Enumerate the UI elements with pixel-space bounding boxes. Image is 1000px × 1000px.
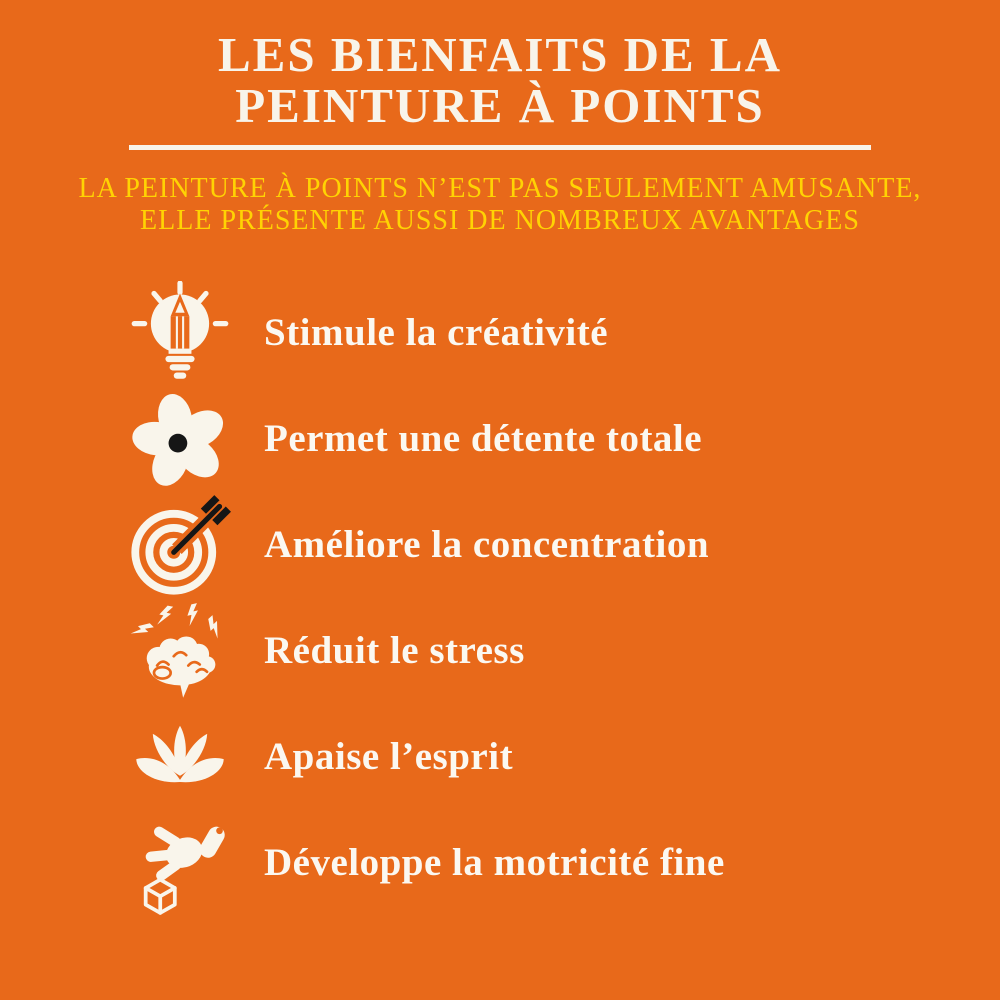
title-underline — [129, 145, 871, 150]
flower-icon — [128, 387, 232, 491]
subtitle-line-1: LA PEINTURE À POINTS N’EST PAS SEULEMENT AMUSANTE, — [78, 172, 922, 204]
benefit-label: Améliore la concentration — [264, 523, 710, 567]
list-item-calm — [128, 704, 1000, 810]
header — [0, 0, 1000, 238]
benefit-label: Permet une détente totale — [264, 417, 703, 461]
target-arrow-icon — [128, 493, 232, 597]
hand-grab-icon — [128, 811, 232, 915]
subtitle — [0, 173, 1000, 238]
title-line-1: LES BIENFAITS DE LA — [217, 27, 782, 82]
brain-lightning-icon — [128, 599, 232, 703]
lightbulb-pencil-icon — [128, 281, 232, 385]
list-item-relaxation — [128, 386, 1000, 492]
benefit-label: Stimule la créativité — [264, 311, 609, 355]
lotus-icon — [128, 705, 232, 809]
list-item-concentration — [128, 492, 1000, 598]
list-item-creativity — [128, 280, 1000, 386]
subtitle-line-2: ELLE PRÉSENTE AUSSI DE NOMBREUX AVANTAGES — [140, 205, 860, 237]
page-title — [0, 27, 1000, 133]
benefit-label: Apaise l’esprit — [264, 735, 514, 779]
benefit-label: Réduit le stress — [264, 629, 525, 673]
list-item-motor-skills — [128, 810, 1000, 916]
benefit-label: Développe la motricité fine — [264, 841, 725, 885]
list-item-stress — [128, 598, 1000, 704]
title-line-2: PEINTURE À POINTS — [235, 77, 765, 133]
benefits-list — [128, 280, 1000, 916]
